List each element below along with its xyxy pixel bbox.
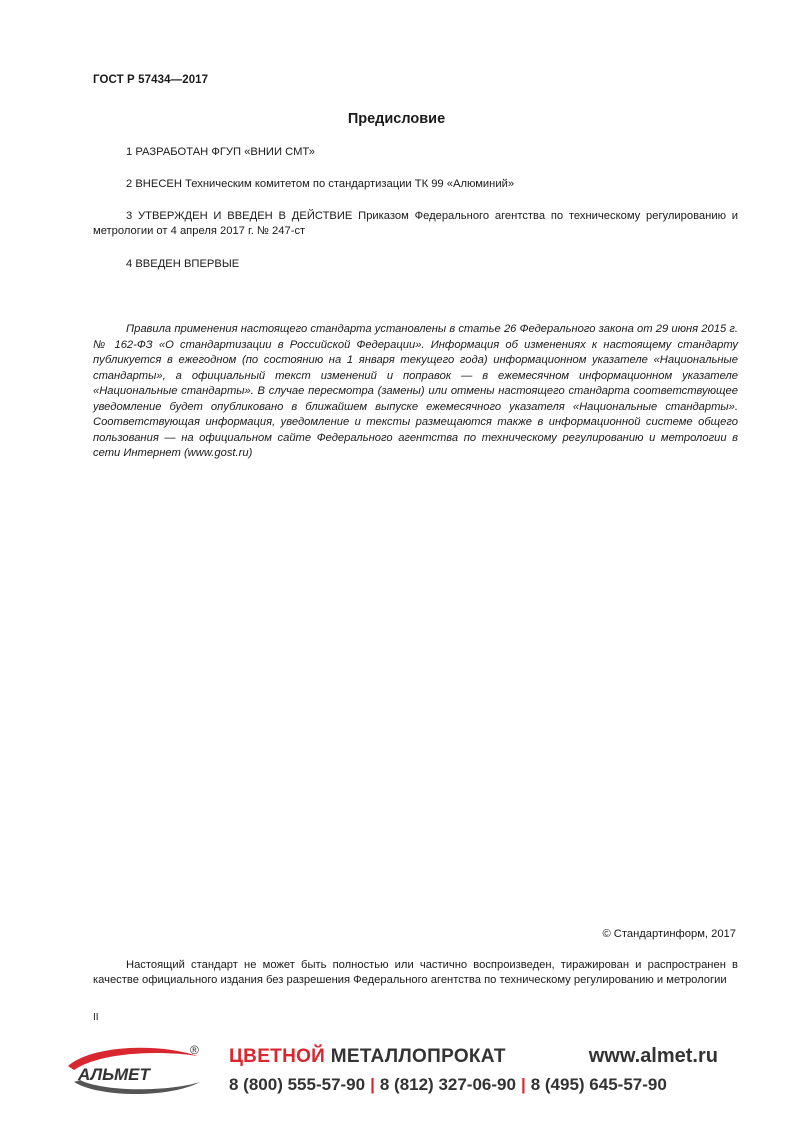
- advert-banner[interactable]: [0, 1038, 793, 1108]
- banner-phones: [229, 1075, 667, 1095]
- banner-website[interactable]: www.almet.ru: [588, 1045, 718, 1067]
- banner-tagline-dark: МЕТАЛЛОПРОКАТ: [330, 1046, 506, 1067]
- preface-item-1: 1 РАЗРАБОТАН ФГУП «ВНИИ СМТ»: [126, 146, 315, 158]
- phone-1[interactable]: 8 (800) 555-57-90: [229, 1075, 366, 1094]
- copyright: © Стандартинформ, 2017: [602, 928, 736, 940]
- preface-item-4: 4 ВВЕДЕН ВПЕРВЫЕ: [126, 258, 240, 270]
- banner-tagline: [229, 1046, 506, 1068]
- usage-notice: Правила применения настоящего стандарта установлены в статье 26 Федерального закона от 29 июня 2015 г. № 162-ФЗ «О стандартизации в Российской Федерации». Информация об изменениях к настоящему стандарту публикуется в ежегодном (по состоянию на 1 января текущего года) информационном указателе «Национальные стандарты», а официальный текст изменений и поправок — в ежемесячном информационном указателе «Национальные стандарты». В случае пересмотра (замены) или отмены настоящего стандарта соответствующее уведомление будет опубликовано в ближайшем выпуске ежемесячного указателя «Национальные стандарты». Соответствующая информация, уведомление и тексты размещаются также в информационной системе общего пользования — на официальном сайте Федерального агентства по техническому регулированию и метрологии в сети Интернет (www.gost.ru): [93, 323, 738, 459]
- phone-3[interactable]: 8 (495) 645-57-90: [530, 1075, 667, 1094]
- preface-item-3: 3 УТВЕРЖДЕН И ВВЕДЕН В ДЕЙСТВИЕ Приказом Федерального агентства по техническому регулированию и метрологии от 4 апреля 2017 г. № 247-ст: [93, 210, 738, 237]
- doc-code: ГОСТ Р 57434—2017: [93, 74, 209, 86]
- page-number: II: [93, 1012, 99, 1023]
- banner-tagline-red: ЦВЕТНОЙ: [229, 1046, 326, 1067]
- phone-2[interactable]: 8 (812) 327-06-90: [379, 1075, 516, 1094]
- preface-item-2: 2 ВНЕСЕН Техническим комитетом по стандартизации ТК 99 «Алюминий»: [126, 178, 515, 190]
- logo-text: АЛЬМЕТ: [78, 1065, 150, 1084]
- registered-mark: ®: [190, 1043, 199, 1057]
- almet-logo: [60, 1042, 210, 1100]
- phone-separator: |: [520, 1075, 526, 1094]
- phone-separator: |: [370, 1075, 375, 1094]
- preface-title: Предисловие: [347, 111, 446, 127]
- legal-notice: Настоящий стандарт не может быть полностью или частично воспроизведен, тиражирован и распространен в качестве официального издания без разрешения Федерального агентства по техническому регулированию и метрологии: [93, 959, 738, 986]
